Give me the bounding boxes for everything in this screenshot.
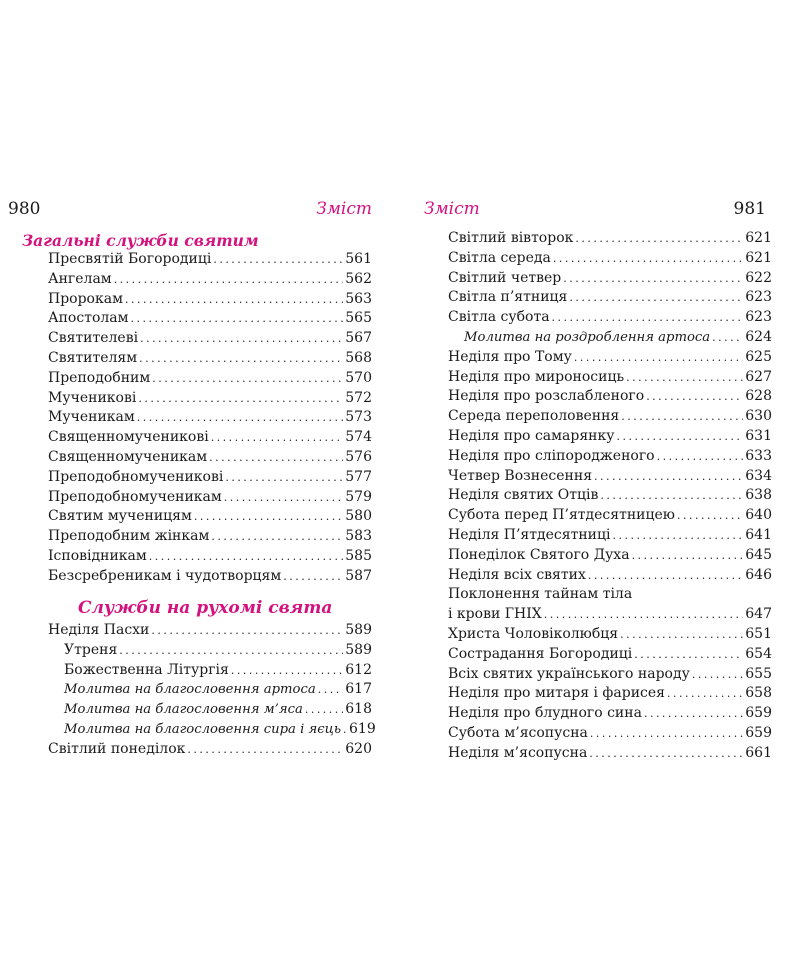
toc-entry[interactable] <box>448 308 772 328</box>
dot-leader <box>114 270 344 290</box>
toc-entry-title: Світлий понеділок <box>48 740 186 757</box>
toc-entry[interactable] <box>448 427 772 447</box>
toc-entry-title: Ангелам <box>48 270 112 287</box>
dot-leader <box>575 229 743 249</box>
dot-leader <box>211 428 344 448</box>
toc-entry[interactable] <box>448 407 772 427</box>
toc-entry[interactable] <box>448 348 772 368</box>
toc-entry-page: 579 <box>345 488 372 505</box>
toc-entry[interactable] <box>48 408 372 428</box>
toc-entry-page: 641 <box>745 526 772 543</box>
dot-leader <box>225 468 343 488</box>
toc-entry[interactable] <box>448 288 772 308</box>
toc-entry[interactable] <box>48 329 372 349</box>
toc-entry[interactable] <box>448 645 772 665</box>
toc-entry-title: Молитва на благословення сира і яєць <box>64 721 342 737</box>
toc-entry-page: 580 <box>345 508 372 525</box>
toc-entry[interactable] <box>48 250 372 270</box>
toc-entry[interactable] <box>448 269 772 289</box>
toc-entry[interactable] <box>48 700 372 720</box>
running-head: Зміст <box>424 199 480 219</box>
toc-list-general <box>48 250 372 587</box>
dot-leader <box>318 680 344 700</box>
dot-leader <box>588 566 743 586</box>
toc-entry-page: 565 <box>345 310 372 327</box>
toc-entry-page: 562 <box>345 270 372 287</box>
toc-entry-page: 561 <box>345 251 372 267</box>
dot-leader <box>677 506 743 526</box>
dot-leader <box>209 448 343 468</box>
toc-entry-title: Всіх святих українського народу <box>448 665 690 682</box>
toc-entry-title: і крови ГНІХ <box>448 606 542 623</box>
toc-entry-title: Мученикові <box>48 389 137 406</box>
toc-entry-title: Світла середа <box>448 249 551 266</box>
page-number: 980 <box>8 199 41 219</box>
dot-leader <box>131 309 344 329</box>
toc-entry-page: 587 <box>345 567 372 584</box>
dot-leader <box>224 488 343 508</box>
toc-entry-title: Сострадання Богородиці <box>448 645 633 662</box>
toc-entry-page: 567 <box>345 330 372 347</box>
toc-entry-page: 623 <box>745 309 772 326</box>
toc-entry[interactable] <box>448 328 772 348</box>
toc-entry[interactable] <box>448 625 772 645</box>
dot-leader <box>616 427 743 447</box>
toc-entry[interactable] <box>448 387 772 407</box>
toc-entry[interactable] <box>448 684 772 704</box>
toc-entry[interactable] <box>48 369 372 389</box>
toc-entry[interactable] <box>48 507 372 527</box>
dot-leader <box>712 328 743 348</box>
toc-entry-title: Безсребреникам і чудотворцям <box>48 567 282 584</box>
toc-entry[interactable] <box>48 428 372 448</box>
toc-entry-page: 659 <box>745 724 772 741</box>
toc-entry[interactable] <box>48 547 372 567</box>
dot-leader <box>138 389 343 409</box>
toc-entry-page: 655 <box>745 665 772 682</box>
toc-entry[interactable] <box>48 349 372 369</box>
toc-entry-title: Молитва на роздроблення артоса <box>464 329 711 345</box>
toc-entry-title: Неділя про розслабленого <box>448 388 645 405</box>
dot-leader <box>692 665 743 685</box>
dot-leader <box>149 547 344 567</box>
toc-entry-title: Священномученикові <box>48 429 209 446</box>
toc-entry[interactable] <box>448 506 772 526</box>
page-number: 981 <box>733 199 766 219</box>
toc-entry-page: 619 <box>349 720 376 737</box>
toc-entry[interactable] <box>448 546 772 566</box>
toc-entry-title: Неділя святих Отців <box>448 487 599 504</box>
toc-entry-title: Святителеві <box>48 330 139 347</box>
toc-entry-page: 563 <box>345 290 372 307</box>
toc-entry-page: 631 <box>745 427 772 444</box>
toc-entry-page: 568 <box>345 349 372 366</box>
toc-entry[interactable] <box>48 567 372 587</box>
dot-leader <box>600 486 743 506</box>
toc-entry-page: 574 <box>345 429 372 446</box>
toc-entry[interactable] <box>448 724 772 744</box>
toc-entry-title: Понеділок Святого Духа <box>448 546 630 563</box>
toc-entry[interactable] <box>48 680 372 700</box>
toc-entry[interactable] <box>448 249 772 269</box>
dot-leader <box>621 407 743 427</box>
toc-entry-title: Світлий вівторок <box>448 230 574 246</box>
toc-entry-page: 621 <box>745 230 772 246</box>
dot-leader <box>194 507 343 527</box>
toc-entry[interactable] <box>48 641 372 661</box>
toc-entry-title: Апостолам <box>48 310 129 327</box>
dot-leader <box>211 527 343 547</box>
toc-entry-title: Ісповідникам <box>48 547 147 564</box>
toc-entry-page: 646 <box>745 566 772 583</box>
toc-entry-page: 621 <box>745 249 772 266</box>
dot-leader <box>119 641 343 661</box>
toc-entry-page: 576 <box>345 448 372 465</box>
toc-entry-title: Божественна Літургія <box>64 661 229 678</box>
section-title: Загальні служби святим <box>22 231 259 250</box>
toc-entry-page: 577 <box>345 468 372 485</box>
toc-entry-title: Мученикам <box>48 409 135 426</box>
toc-entry-title: Світла субота <box>448 309 550 326</box>
dot-leader <box>552 308 744 328</box>
toc-entry-title: Пророкам <box>48 290 123 307</box>
toc-entry-title: Преподобним жінкам <box>48 528 210 545</box>
toc-entry-title: Молитва на благословення артоса <box>64 682 316 698</box>
dot-leader <box>231 661 343 681</box>
dot-leader <box>137 408 344 428</box>
section-title: Служби на рухомі свята <box>78 598 333 618</box>
toc-entry[interactable] <box>448 229 772 249</box>
dot-leader <box>620 625 743 645</box>
toc-entry-page: 633 <box>745 447 772 464</box>
toc-entry[interactable] <box>48 720 376 740</box>
dot-leader <box>305 700 343 720</box>
dot-leader <box>589 744 743 764</box>
dot-leader <box>634 645 743 665</box>
toc-entry[interactable] <box>448 665 772 685</box>
toc-entry-page: 659 <box>745 705 772 722</box>
toc-entry-title: Святим мученицям <box>48 508 192 525</box>
dot-leader <box>140 329 343 349</box>
dot-leader <box>553 249 743 269</box>
toc-entry[interactable] <box>48 309 372 329</box>
running-head: Зміст <box>316 199 372 219</box>
dot-leader <box>646 387 743 407</box>
toc-entry-title: Четвер Вознесення <box>448 467 593 484</box>
toc-entry-page: 661 <box>745 744 772 761</box>
toc-entry-title: Субота перед П’ятдесятницею <box>448 507 675 524</box>
toc-entry[interactable] <box>448 447 772 467</box>
toc-entry-page: 634 <box>745 467 772 484</box>
toc-entry-title: Неділя м’ясопусна <box>448 744 588 761</box>
dot-leader <box>657 447 744 467</box>
toc-entry[interactable] <box>48 389 372 409</box>
toc-entry-title: Преподобномученикам <box>48 488 222 505</box>
toc-entry-title: Пресвятій Богородиці <box>48 251 212 267</box>
dot-leader <box>213 250 343 270</box>
toc-entry-page: 624 <box>745 328 772 345</box>
toc-entry-page: 628 <box>745 388 772 405</box>
toc-entry-title: Неділя про Тому <box>448 348 572 365</box>
toc-entry[interactable] <box>48 740 372 760</box>
toc-entry-title: Світла п’ятниця <box>448 289 568 306</box>
toc-list-right <box>448 229 772 764</box>
toc-entry-page: 589 <box>345 622 372 638</box>
dot-leader <box>626 368 743 388</box>
toc-entry-page: 645 <box>745 546 772 563</box>
toc-entry-title: Неділя про митаря і фарисея <box>448 685 665 702</box>
dot-leader <box>283 567 343 587</box>
toc-entry-title: Світлий четвер <box>448 269 562 286</box>
toc-entry-title: Утреня <box>64 641 118 658</box>
toc-entry-title: Неділя про самарянку <box>448 427 615 444</box>
toc-entry-title: Неділя всіх святих <box>448 566 586 583</box>
dot-leader <box>563 269 743 289</box>
toc-entry-page: 623 <box>745 289 772 306</box>
toc-entry-title: Преподобним <box>48 369 151 386</box>
toc-entry-page: 589 <box>345 641 372 658</box>
toc-entry-page: 640 <box>745 507 772 524</box>
toc-entry-title: Середа переполовення <box>448 408 620 425</box>
toc-entry[interactable] <box>448 704 772 724</box>
toc-entry[interactable] <box>48 621 372 641</box>
dot-leader <box>125 290 343 310</box>
toc-entry-title: Христа Чоловіколюбця <box>448 625 619 642</box>
toc-entry-page: 583 <box>345 528 372 545</box>
toc-entry[interactable] <box>448 486 772 506</box>
toc-entry-title: Поклонення тайнам тіла <box>448 586 633 603</box>
toc-entry[interactable] <box>48 290 372 310</box>
dot-leader <box>594 467 743 487</box>
toc-entry[interactable] <box>448 585 772 605</box>
dot-leader <box>139 349 343 369</box>
toc-entry-title: Святителям <box>48 349 138 366</box>
toc-entry-title: Субота м’ясопусна <box>448 724 588 741</box>
toc-entry[interactable] <box>448 566 772 586</box>
dot-leader <box>667 684 743 704</box>
toc-entry-page: 627 <box>745 368 772 385</box>
dot-leader <box>343 720 347 740</box>
toc-entry-page: 573 <box>345 409 372 426</box>
toc-entry[interactable] <box>48 661 372 681</box>
dot-leader <box>152 369 343 389</box>
toc-entry[interactable] <box>448 526 772 546</box>
toc-entry-page: 572 <box>345 389 372 406</box>
toc-entry[interactable] <box>448 744 772 764</box>
dot-leader <box>612 526 743 546</box>
dot-leader <box>590 724 743 744</box>
toc-entry[interactable] <box>448 368 772 388</box>
dot-leader <box>544 605 744 625</box>
toc-entry-page: 570 <box>345 369 372 386</box>
toc-entry[interactable] <box>48 270 372 290</box>
toc-entry-title: Молитва на благословення м’яса <box>64 702 303 718</box>
toc-entry[interactable] <box>48 468 372 488</box>
toc-entry-page: 638 <box>745 487 772 504</box>
toc-entry-title: Священномученикам <box>48 448 208 465</box>
toc-entry-page: 651 <box>745 625 772 642</box>
dot-leader <box>187 740 343 760</box>
toc-entry-page: 620 <box>345 740 372 757</box>
toc-entry-page: 617 <box>345 681 372 698</box>
toc-list-movable <box>48 621 376 760</box>
toc-entry[interactable] <box>448 605 772 625</box>
toc-entry-page: 654 <box>745 645 772 662</box>
toc-entry[interactable] <box>48 488 372 508</box>
toc-entry-title: Неділя про сліпородженого <box>448 447 655 464</box>
toc-entry-page: 647 <box>745 606 772 623</box>
toc-entry[interactable] <box>448 467 772 487</box>
toc-entry[interactable] <box>48 527 372 547</box>
dot-leader <box>151 621 343 641</box>
toc-entry-page: 618 <box>345 701 372 718</box>
toc-entry-title: Неділя про блудного сина <box>448 705 642 722</box>
dot-leader <box>569 288 743 308</box>
toc-entry[interactable] <box>48 448 372 468</box>
dot-leader <box>644 704 743 724</box>
toc-entry-page: 622 <box>745 269 772 286</box>
toc-entry-title: Преподобномученикові <box>48 468 224 485</box>
dot-leader <box>574 348 743 368</box>
toc-entry-page: 585 <box>345 547 372 564</box>
toc-entry-page: 630 <box>745 408 772 425</box>
toc-entry-page: 658 <box>745 685 772 702</box>
toc-entry-title: Неділя Пасхи <box>48 622 150 638</box>
toc-entry-page: 612 <box>345 661 372 678</box>
toc-entry-title: Неділя про мироносиць <box>448 368 625 385</box>
dot-leader <box>632 546 744 566</box>
toc-entry-title: Неділя П’ятдесятниці <box>448 526 611 543</box>
toc-entry-page: 625 <box>745 348 772 365</box>
